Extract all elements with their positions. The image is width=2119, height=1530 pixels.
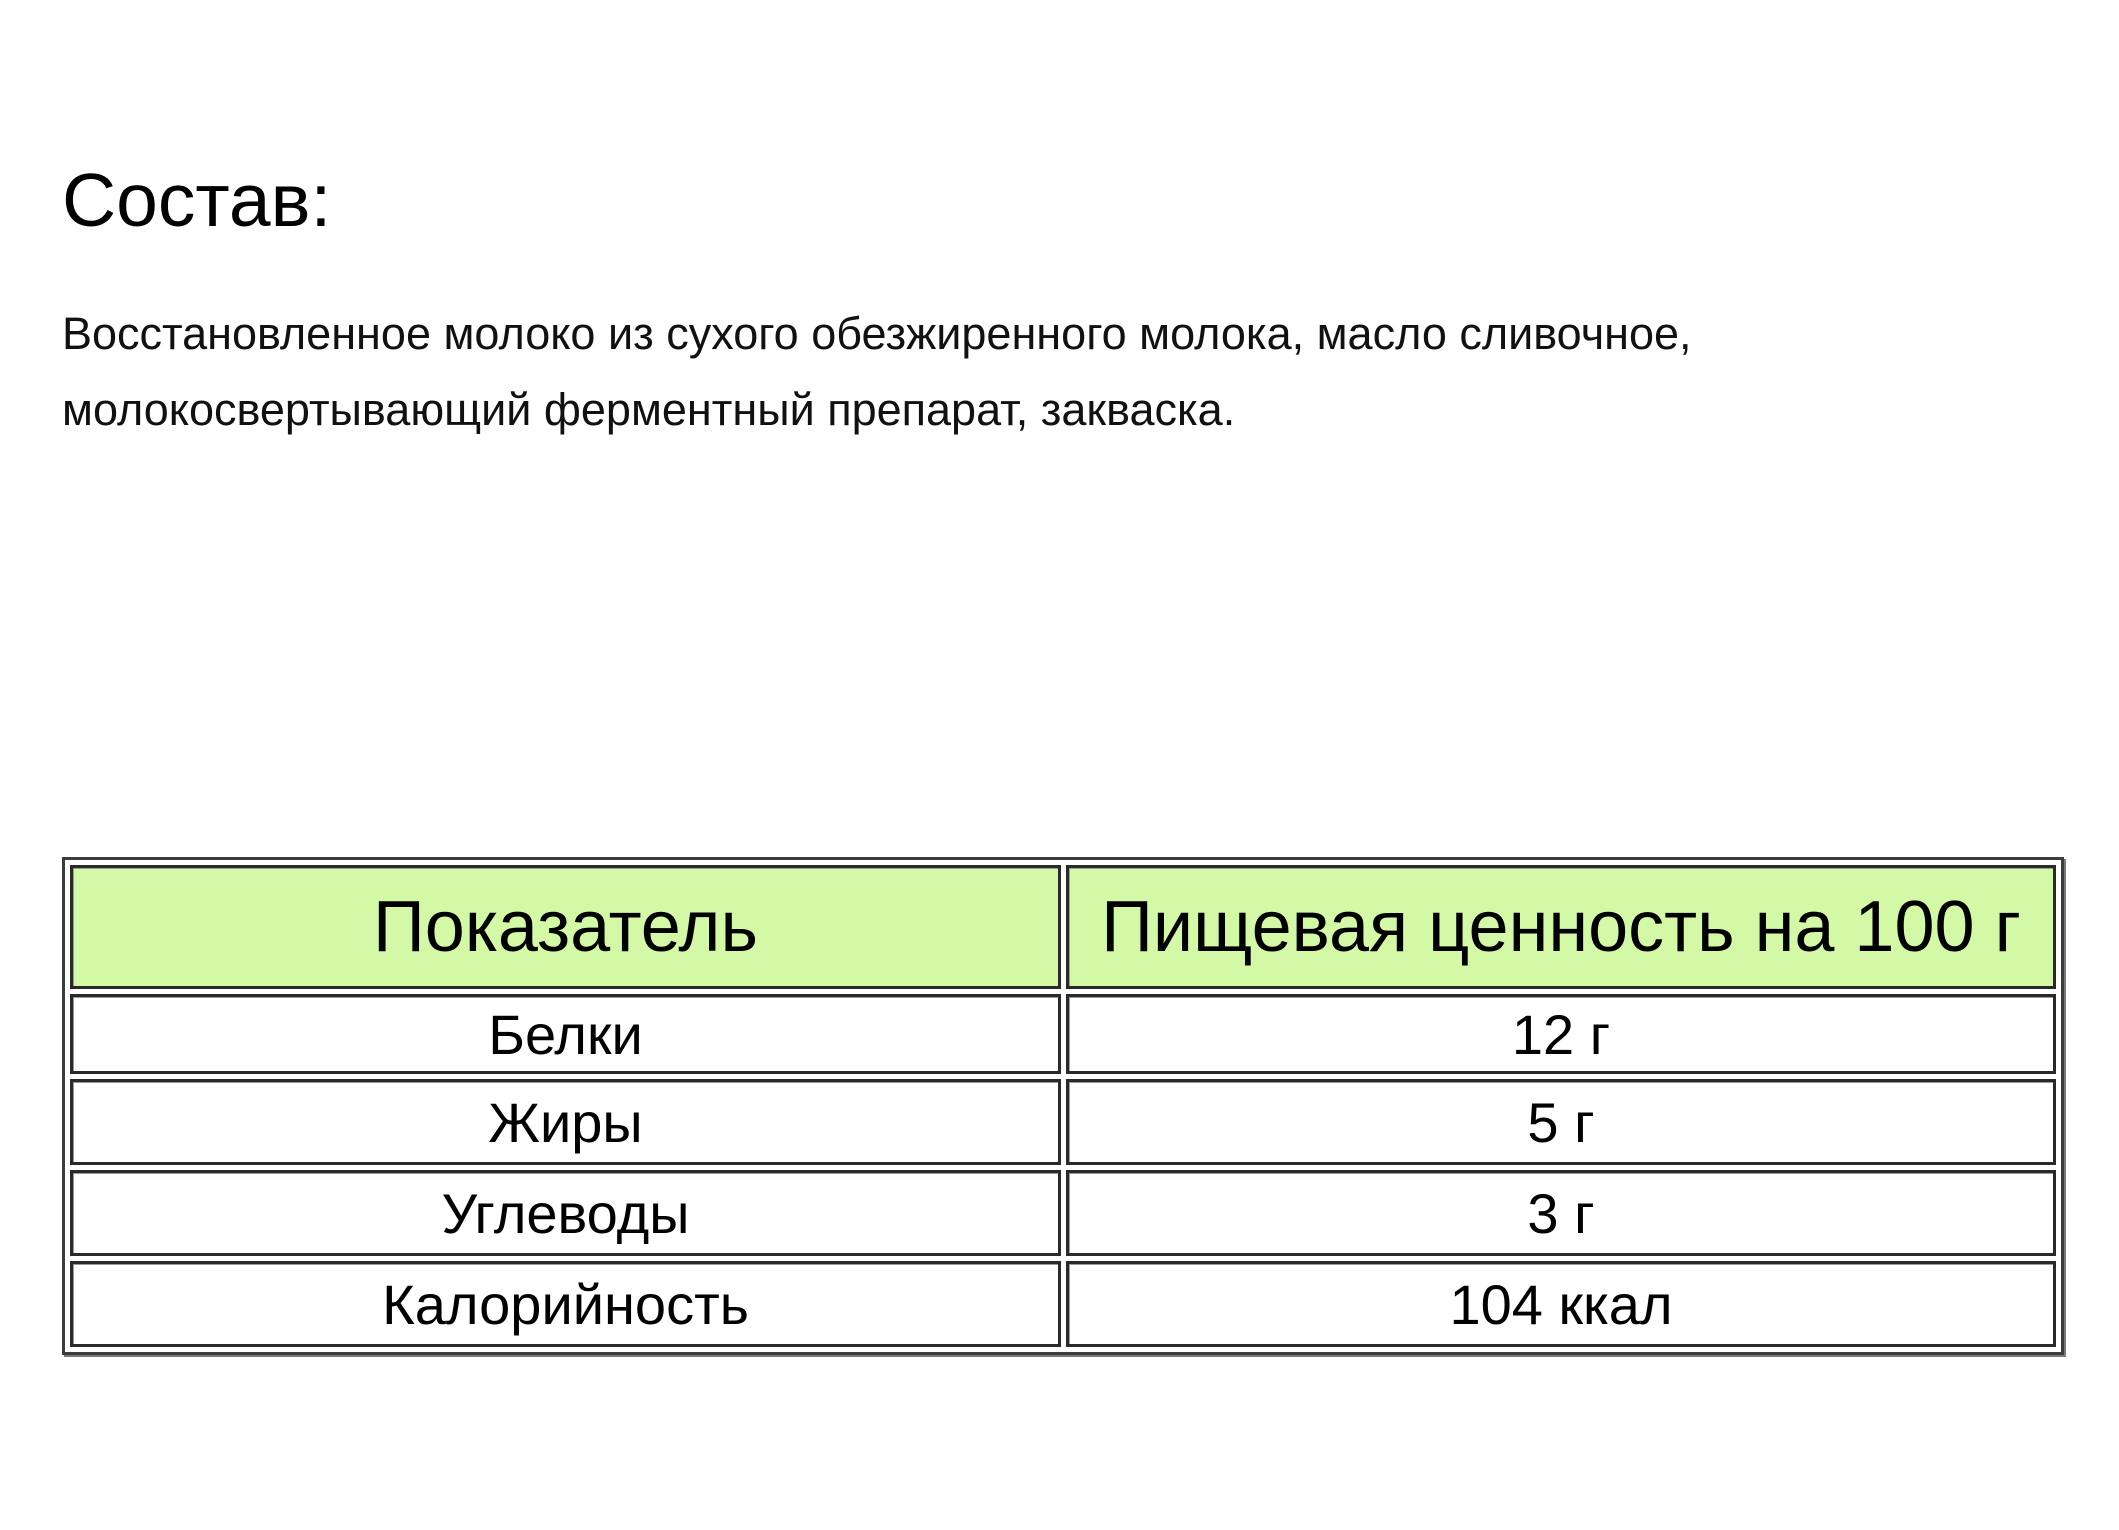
row-value-carbohydrates: 3 г <box>1066 1170 2056 1256</box>
row-value-protein: 12 г <box>1066 994 2056 1074</box>
composition-text <box>62 296 2062 448</box>
row-name-protein: Белки <box>70 994 1061 1074</box>
composition-line-1: Восстановленное молоко из сухого обезжиренного молока, масло сливочное, <box>62 308 1692 359</box>
row-value-fat: 5 г <box>1066 1079 2056 1165</box>
row-name-carbohydrates: Углеводы <box>70 1170 1061 1256</box>
composition-line-2: молокосвертывающий ферментный препарат, закваска. <box>62 384 1236 435</box>
table-header-row <box>70 865 2056 989</box>
row-name-calories: Калорийность <box>70 1261 1061 1347</box>
table-row <box>70 1261 2056 1347</box>
table-row <box>70 1079 2056 1165</box>
table-row <box>70 1170 2056 1256</box>
header-nutritional-value: Пищевая ценность на 100 г <box>1066 865 2056 989</box>
table-row <box>70 994 2056 1074</box>
row-name-fat: Жиры <box>70 1079 1061 1165</box>
section-heading: Состав: <box>62 158 332 242</box>
header-indicator: Показатель <box>70 865 1061 989</box>
nutrition-table <box>62 857 2064 1355</box>
row-value-calories: 104 ккал <box>1066 1261 2056 1347</box>
